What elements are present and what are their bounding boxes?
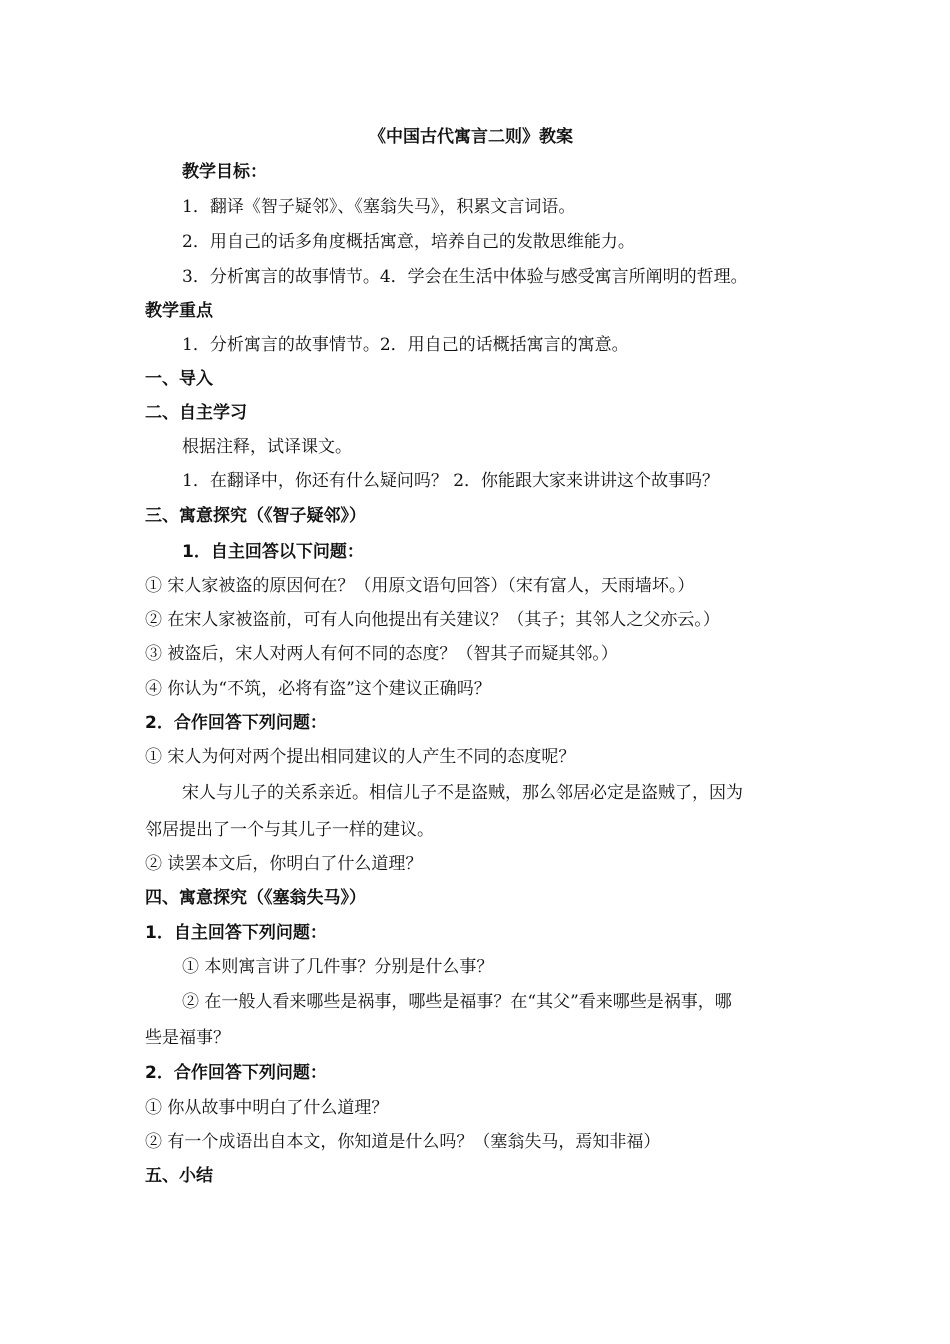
section-heading-summary: 五、小结: [145, 1166, 213, 1186]
answer-paragraph: 邻居提出了一个与其儿子一样的建议。: [145, 820, 434, 840]
question-item: ② 在宋人家被盗前，可有人向他提出有关建议？（其子；其邻人之父亦云。）: [145, 610, 720, 630]
question-item: ① 宋人家被盗的原因何在？（用原文语句回答）（宋有富人，天雨墙坏。）: [145, 576, 695, 596]
answer-paragraph: 宋人与儿子的关系亲近。相信儿子不是盗贼，那么邻居必定是盗贼了，因为: [182, 783, 743, 803]
subheading: 1．自主回答以下问题：: [182, 542, 364, 562]
question-item: ② 读罢本文后，你明白了什么道理？: [145, 854, 423, 874]
subheading: 2．合作回答下列问题：: [145, 1063, 327, 1083]
section-heading-saiweng: 四、寓意探究（《塞翁失马》）: [145, 888, 366, 908]
question-item: ① 本则寓言讲了几件事？分别是什么事？: [182, 957, 494, 977]
question-item: ④ 你认为“不筑，必将有盗”这个建议正确吗？: [145, 679, 491, 699]
section-heading-self-study: 二、自主学习: [145, 403, 247, 423]
subheading: 2．合作回答下列问题：: [145, 713, 327, 733]
document-title: 《中国古代寓言二则》教案: [369, 127, 573, 147]
key-points-heading: 教学重点: [145, 301, 213, 321]
question-item: ① 宋人为何对两个提出相同建议的人产生不同的态度呢？: [145, 747, 576, 767]
paragraph: 1．在翻译中，你还有什么疑问吗？ 2．你能跟大家来讲讲这个故事吗？: [182, 471, 720, 491]
objective-item: 3．分析寓言的故事情节。4．学会在生活中体验与感受寓言所阐明的哲理。: [182, 267, 748, 287]
question-item: ② 有一个成语出自本文，你知道是什么吗？（塞翁失马，焉知非福）: [145, 1132, 661, 1152]
subheading: 1．自主回答下列问题：: [145, 923, 327, 943]
section-heading-intro: 一、导入: [145, 369, 213, 389]
objectives-heading: 教学目标：: [182, 162, 267, 182]
section-heading-zhizi: 三、寓意探究（《智子疑邻》）: [145, 506, 366, 526]
question-item: ② 在一般人看来哪些是祸事，哪些是福事？在“其父”看来哪些是祸事，哪: [182, 992, 732, 1012]
question-item: ① 你从故事中明白了什么道理？: [145, 1098, 389, 1118]
key-points-text: 1．分析寓言的故事情节。2．用自己的话概括寓言的寓意。: [182, 335, 629, 355]
objective-item: 1．翻译《智子疑邻》、《塞翁失马》，积累文言词语。: [182, 197, 576, 217]
paragraph: 根据注释，试译课文。: [182, 437, 352, 457]
question-item: 些是福事？: [145, 1028, 230, 1048]
question-item: ③ 被盗后，宋人对两人有何不同的态度？（智其子而疑其邻。）: [145, 644, 618, 664]
objective-item: 2．用自己的话多角度概括寓意，培养自己的发散思维能力。: [182, 232, 635, 252]
